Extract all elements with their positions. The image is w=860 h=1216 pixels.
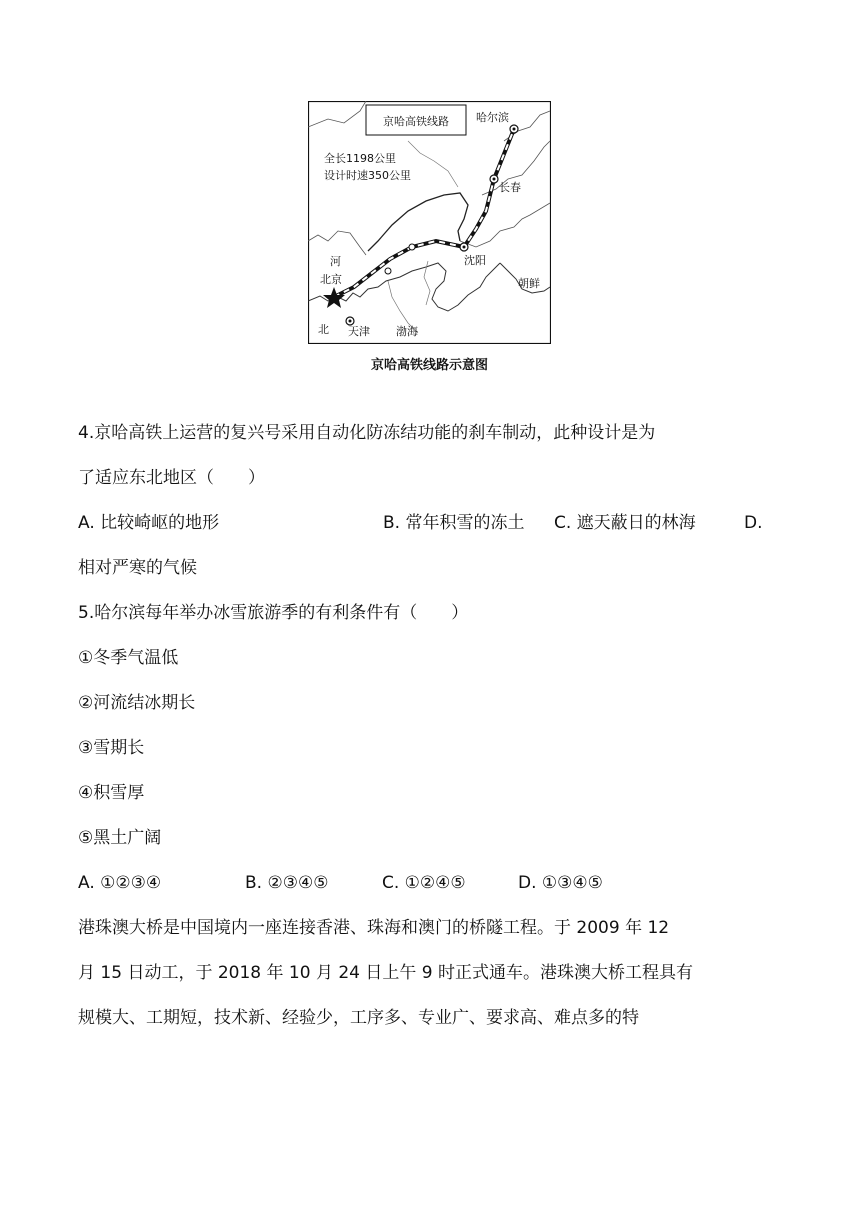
station-marker — [409, 244, 415, 250]
q5-item-1: ①冬季气温低 — [78, 648, 179, 668]
q4-option-c: C. 遮天蔽日的林海 — [554, 513, 696, 533]
changchun-dot — [493, 178, 496, 181]
passage-line2: 月 15 日动工，于 2018 年 10 月 24 日上午 9 时正式通车。港珠澳大桥工程具有 — [78, 963, 694, 983]
q4-option-d-text: 相对严寒的气候 — [78, 558, 197, 578]
q4-options-row — [78, 511, 778, 535]
label-changchun: 长春 — [499, 181, 521, 194]
label-beijing: 北京 — [320, 273, 342, 286]
q4-option-a: A. 比较崎岖的地形 — [78, 513, 220, 533]
railway-map-svg — [308, 101, 551, 344]
map-caption: 京哈高铁线路示意图 — [370, 358, 488, 373]
label-shenyang: 沈阳 — [464, 254, 486, 267]
label-he: 河 — [330, 255, 341, 268]
map-frame — [309, 102, 551, 344]
passage-line3: 规模大、工期短，技术新、经验少，工序多、专业广、要求高、难点多的特 — [78, 1008, 639, 1028]
q5-options-row — [78, 871, 678, 895]
map-info-length: 全长1198公里 — [324, 152, 396, 165]
label-harbin: 哈尔滨 — [476, 111, 509, 124]
harbin-dot — [513, 128, 516, 131]
q5-item-5: ⑤黑土广阔 — [78, 828, 162, 848]
label-tianjin: 天津 — [348, 325, 370, 338]
tianjin-dot — [349, 320, 352, 323]
passage-line1: 港珠澳大桥是中国境内一座连接香港、珠海和澳门的桥隧工程。于 2009 年 12 — [78, 918, 670, 938]
label-bohai: 渤海 — [396, 325, 418, 338]
q5-item-2: ②河流结冰期长 — [78, 693, 196, 713]
q5-option-b: B. ②③④⑤ — [245, 873, 329, 893]
station-marker — [385, 268, 391, 274]
q4-option-d: D. — [744, 513, 763, 533]
q5-item-3: ③雪期长 — [78, 738, 145, 758]
railway-map — [308, 101, 551, 344]
q4-option-b: B. 常年积雪的冻土 — [383, 513, 525, 533]
label-korea: 朝鲜 — [518, 277, 540, 290]
map-info-speed: 设计时速350公里 — [324, 169, 411, 182]
q4-stem-line1: 4.京哈高铁上运营的复兴号采用自动化防冻结功能的刹车制动，此种设计是为 — [78, 423, 656, 443]
map-title: 京哈高铁线路 — [383, 115, 449, 128]
q5-option-c: C. ①②④⑤ — [382, 873, 466, 893]
q4-stem-line2: 了适应东北地区（ ） — [78, 468, 265, 488]
label-bei: 北 — [318, 323, 329, 336]
q5-item-4: ④积雪厚 — [78, 783, 145, 803]
q5-option-d: D. ①③④⑤ — [518, 873, 603, 893]
q5-stem: 5.哈尔滨每年举办冰雪旅游季的有利条件有（ ） — [78, 603, 469, 623]
q5-option-a: A. ①②③④ — [78, 873, 162, 893]
shenyang-dot — [463, 246, 466, 249]
